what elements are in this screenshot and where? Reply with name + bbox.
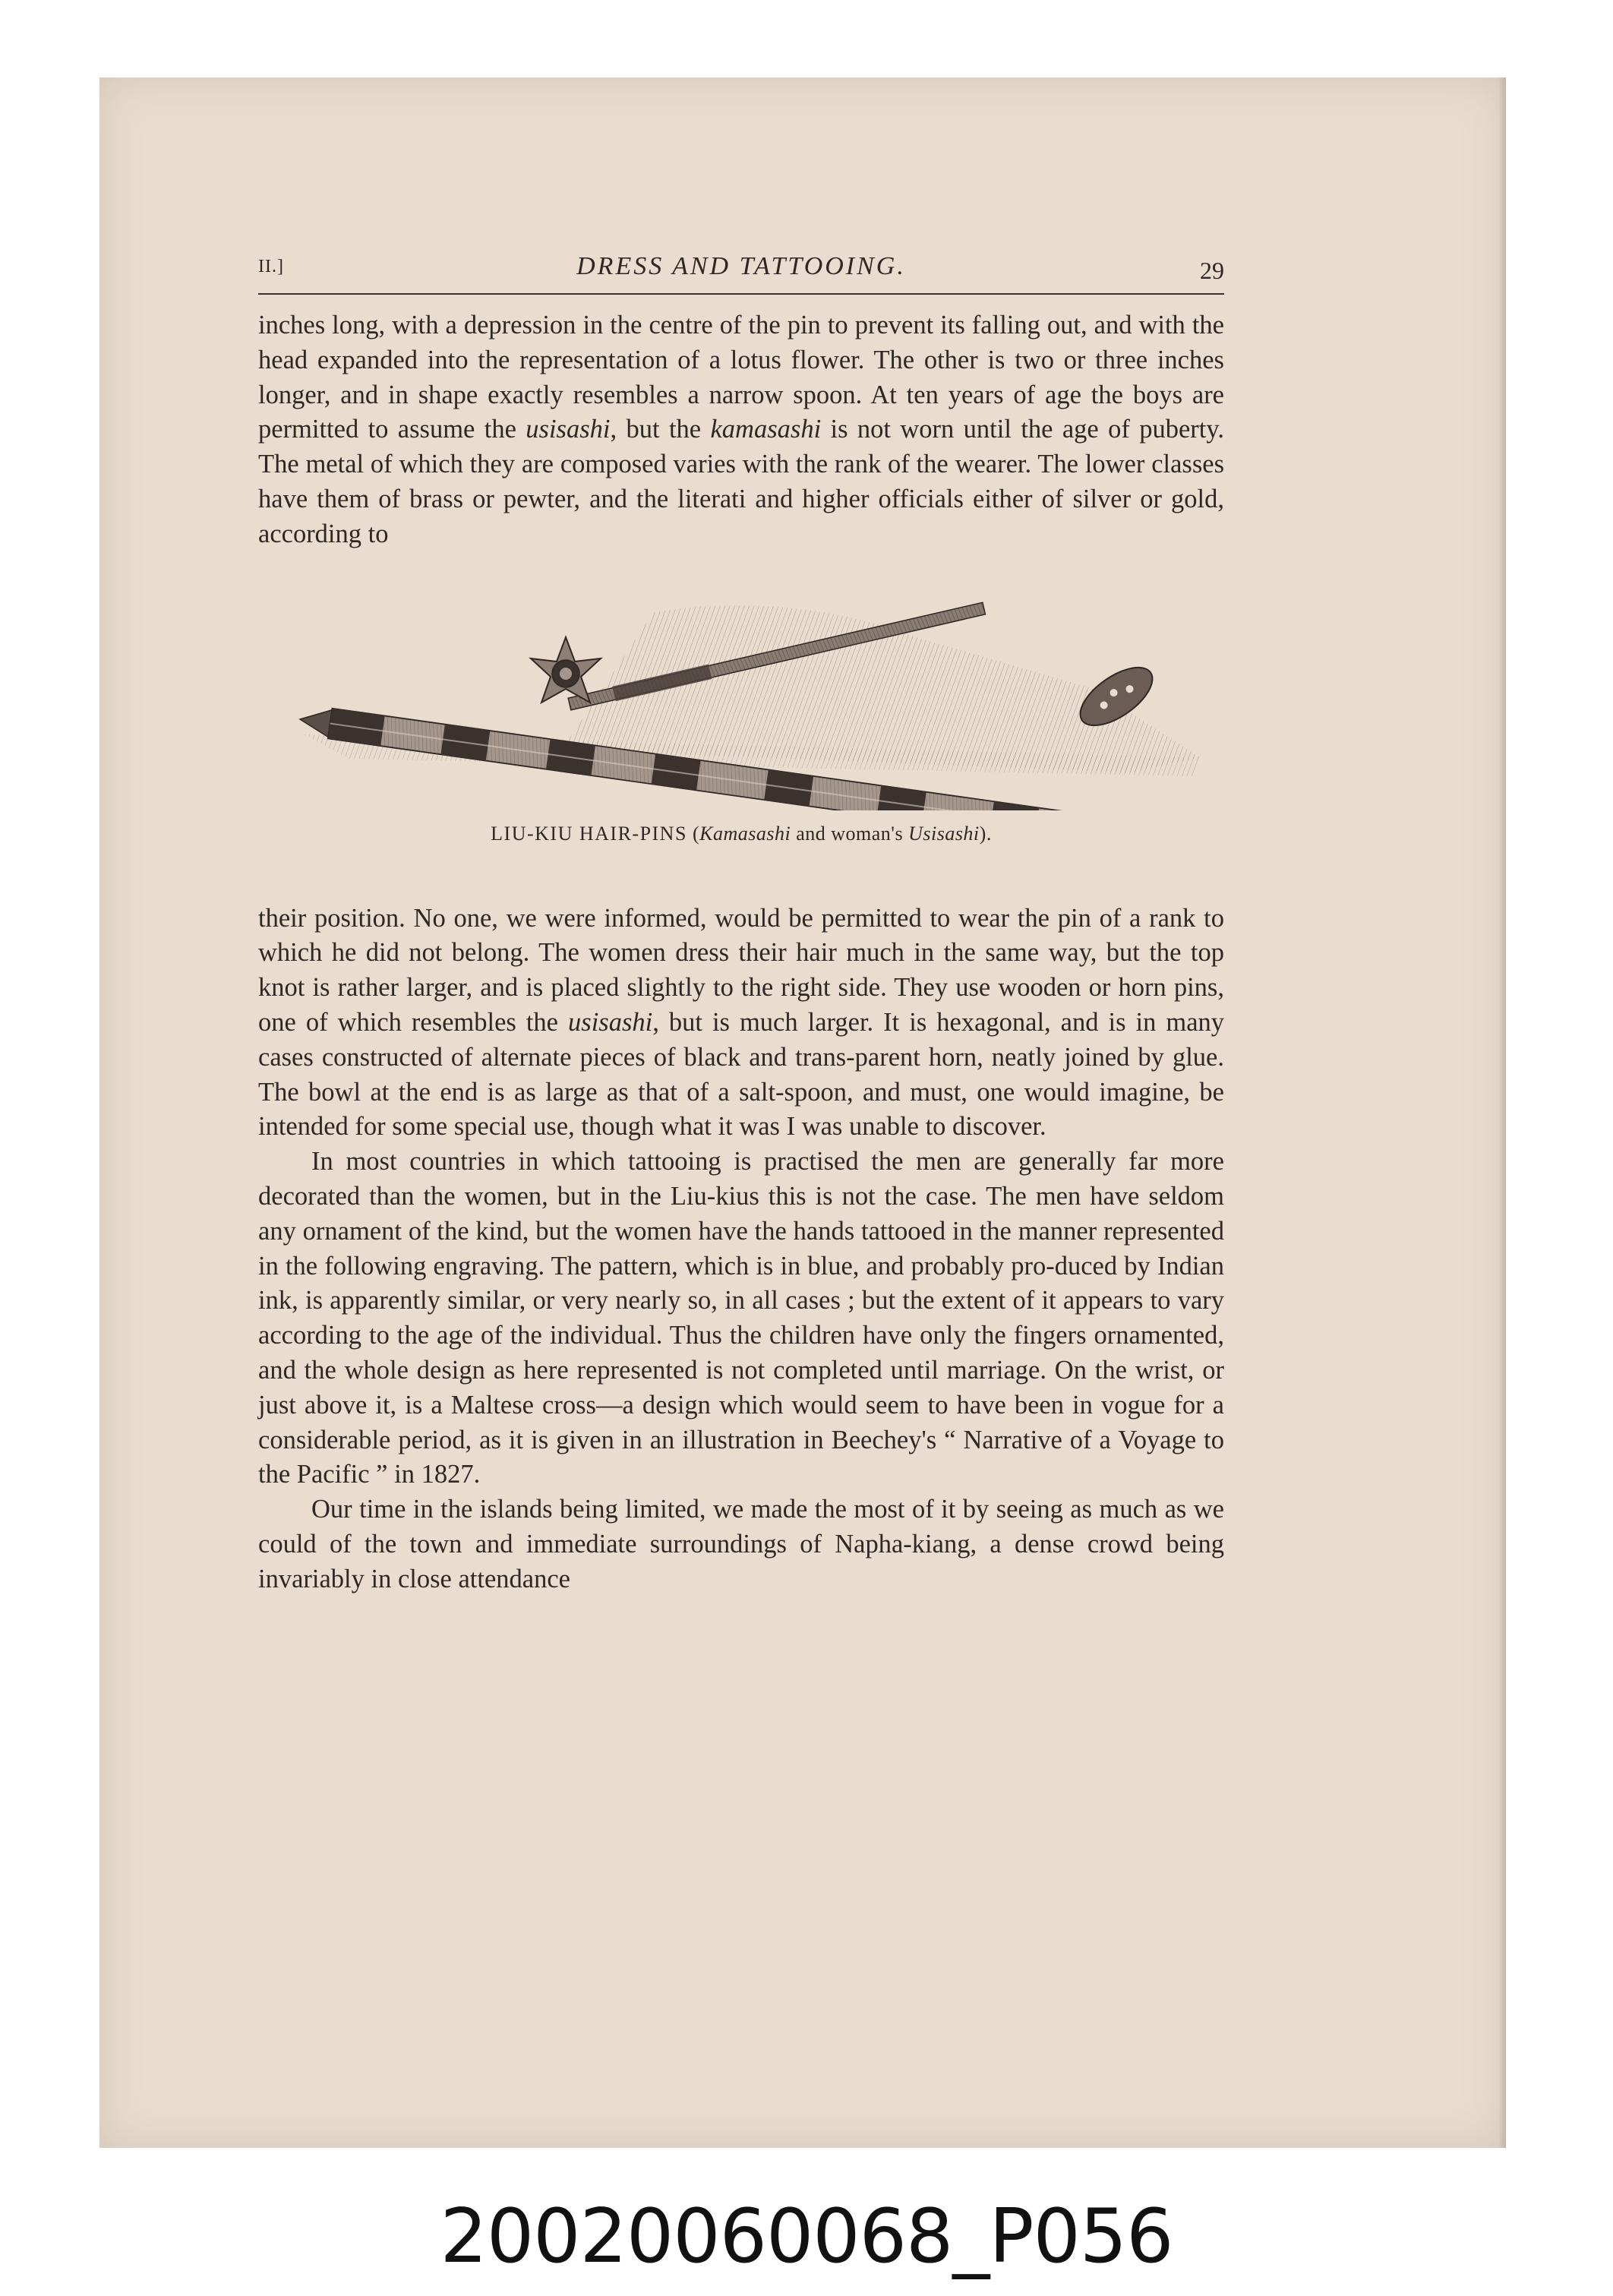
book-page-content (258, 251, 1224, 1597)
caption-term-usisashi: Usisashi (908, 822, 980, 845)
hair-pins-figure (258, 583, 1224, 871)
paragraph-2-text-b: , but is much larger. It is hexagonal, and is in many cases constructed of alternate pieces of black and trans-parent horn, neatly joined by glue. The bowl at the end is as large as that of a salt-spoon, and must, one would imagine, be intended for some special use, though what it was I was unable to discover. (258, 1007, 1225, 1142)
running-head-title: DRESS AND TATTOOING. (576, 252, 906, 280)
page-edge-shadow (1498, 77, 1506, 2148)
figure-caption (258, 823, 1224, 845)
chapter-marker: II.] (258, 257, 284, 276)
running-head (258, 251, 1224, 295)
term-usisashi: usisashi (526, 415, 611, 444)
paragraph-1-text-c: is not worn until the age of puberty. The metal of which they are composed varies with the rank of the wearer. The lower classes have them of brass or pewter, and the literati and higher officials either of silver or gold, according to (258, 415, 1224, 548)
paragraph-2 (258, 902, 1224, 1145)
paragraph-1 (258, 308, 1224, 552)
paragraph-4: Our time in the islands being limited, we made the most of it by seeing as much as we could of the town and immediate surroundings of Napha-kiang, a dense crowd being invariably in close attendance (258, 1495, 1224, 1593)
paragraph-3: In most countries in which tattooing is practised the men are generally far more decorated than the women, but in the Liu-kius this is not the case. The men have seldom any ornament of the kind, but the women have the hands tattooed in the manner represented in the following engraving. The pattern, which is in blue, and probably pro-duced by Indian ink, is apparently similar, or very nearly so, in all cases ; but the extent of it appears to vary according to the age of the individual. Thus the children have only the fingers ornamented, and the whole design as here represented is not completed until marriage. On the wrist, or just above it, is a Maltese cross—a design which would seem to have been in vogue for a considerable period, as it is given in an illustration in Beechey's “ Narrative of a Voyage to the Pacific ” in 1827. (258, 1147, 1224, 1489)
paragraph-1-text-a: inches long, with a depression in the centre of the pin to prevent its falling out, and with the head expanded into the representation of a lotus flower. The other is two or three inches longer, and in shape exactly resembles a narrow spoon. At ten years of age the boys are permitted to assume the (258, 311, 1224, 444)
paragraph-2-text-a: their position. No one, we were informed, would be permitted to wear the pin of a rank to which he did not belong. The women dress their hair much in the same way, but the top knot is rather larger, and is placed slightly to the right side. They use wooden or horn pins, one of which resembles the (258, 903, 1224, 1037)
term-usisashi-2: usisashi (568, 1007, 653, 1037)
paragraph-1-text-b: , but the (610, 415, 711, 444)
term-kamasashi: kamasashi (710, 415, 822, 444)
page-number: 29 (1200, 257, 1224, 284)
caption-open: ( (687, 822, 700, 845)
caption-mid: and woman's (791, 822, 909, 845)
archive-identifier: 20020060068_P056 (440, 2193, 1173, 2280)
caption-label: LIU-KIU HAIR-PINS (491, 822, 687, 845)
caption-close: ). (979, 822, 992, 845)
caption-term-kamasashi: Kamasashi (699, 822, 791, 845)
hair-pins-engraving-icon (258, 583, 1224, 810)
